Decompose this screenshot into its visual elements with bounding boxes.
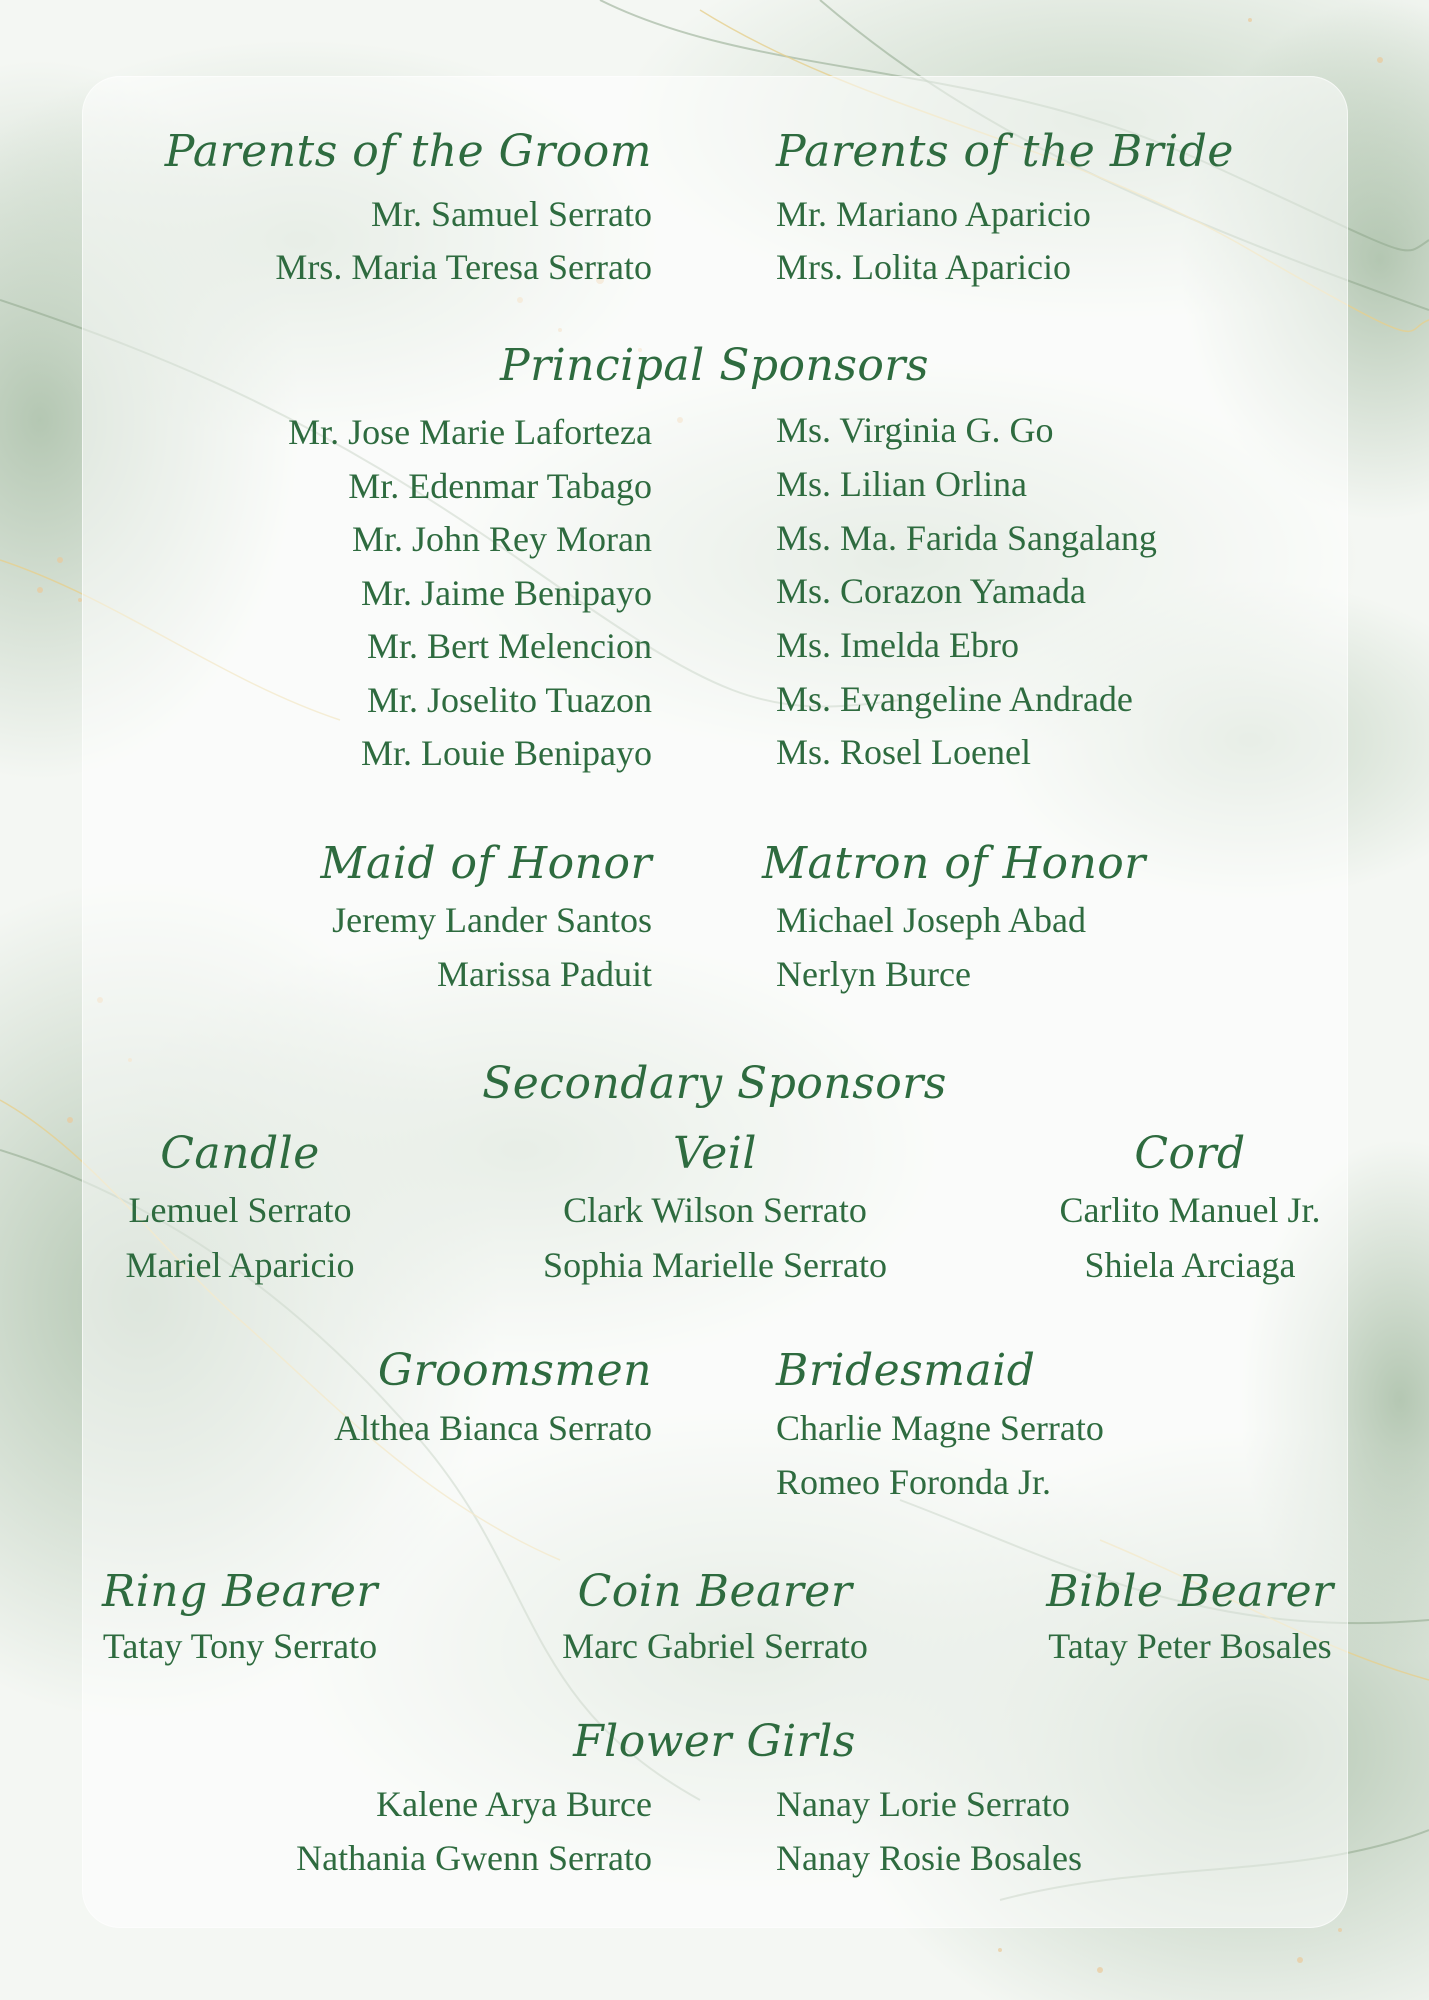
candle-sponsor-2: Mariel Aparicio [125, 1245, 355, 1285]
coin-bearer-heading: Coin Bearer [577, 1566, 853, 1617]
bible-bearer-name: Tatay Peter Bosales [1048, 1626, 1332, 1666]
principal-left-6: Mr. Joselito Tuazon [366, 680, 652, 720]
principal-right-7: Ms. Rosel Loenel [776, 732, 1031, 772]
principal-right-3: Ms. Ma. Farida Sangalang [776, 518, 1157, 558]
groom-parent-2: Mrs. Maria Teresa Serrato [275, 247, 652, 287]
bridesmaid-1: Charlie Magne Serrato [776, 1408, 1104, 1448]
cord-sponsor-2: Shiela Arciaga [1084, 1245, 1296, 1285]
principal-right-1: Ms. Virginia G. Go [776, 410, 1054, 450]
flower-girl-left-2: Nathania Gwenn Serrato [296, 1838, 652, 1878]
candle-sponsor-1: Lemuel Serrato [128, 1190, 352, 1230]
principal-right-2: Ms. Lilian Orlina [776, 464, 1027, 504]
principal-left-5: Mr. Bert Melencion [367, 626, 652, 666]
veil-sponsor-1: Clark Wilson Serrato [563, 1190, 867, 1230]
veil-sponsor-2: Sophia Marielle Serrato [543, 1245, 887, 1285]
candle-heading: Candle [160, 1128, 320, 1179]
maid-of-honor-2: Marissa Paduit [437, 954, 652, 994]
matron-of-honor-2: Nerlyn Burce [776, 954, 971, 994]
cord-heading: Cord [1134, 1128, 1246, 1179]
matron-of-honor-1: Michael Joseph Abad [776, 900, 1086, 940]
principal-left-3: Mr. John Rey Moran [352, 519, 652, 559]
groomsmen-heading: Groomsmen [377, 1345, 652, 1396]
bridesmaid-2: Romeo Foronda Jr. [776, 1462, 1051, 1502]
flower-girl-right-2: Nanay Rosie Bosales [776, 1838, 1082, 1878]
bride-parent-2: Mrs. Lolita Aparicio [776, 247, 1071, 287]
principal-right-6: Ms. Evangeline Andrade [776, 679, 1133, 719]
principal-right-4: Ms. Corazon Yamada [776, 571, 1086, 611]
flower-girls-heading: Flower Girls [573, 1716, 856, 1767]
principal-left-4: Mr. Jaime Benipayo [361, 573, 652, 613]
cord-sponsor-1: Carlito Manuel Jr. [1059, 1190, 1321, 1230]
secondary-sponsors-heading: Secondary Sponsors [482, 1058, 947, 1109]
parents-bride-heading: Parents of the Bride [776, 126, 1234, 177]
bride-parent-1: Mr. Mariano Aparicio [776, 194, 1091, 234]
principal-left-7: Mr. Louie Benipayo [361, 733, 652, 773]
bridesmaid-heading: Bridesmaid [776, 1345, 1036, 1396]
principal-right-5: Ms. Imelda Ebro [776, 625, 1019, 665]
ring-bearer-name: Tatay Tony Serrato [102, 1626, 378, 1666]
parents-groom-heading: Parents of the Groom [164, 126, 652, 177]
groomsman-1: Althea Bianca Serrato [334, 1408, 652, 1448]
coin-bearer-name: Marc Gabriel Serrato [562, 1626, 868, 1666]
maid-of-honor-1: Jeremy Lander Santos [332, 900, 652, 940]
ring-bearer-heading: Ring Bearer [102, 1566, 378, 1617]
flower-girl-left-1: Kalene Arya Burce [376, 1784, 652, 1824]
principal-sponsors-heading: Principal Sponsors [499, 340, 930, 391]
groom-parent-1: Mr. Samuel Serrato [371, 194, 652, 234]
principal-left-2: Mr. Edenmar Tabago [348, 466, 652, 506]
matron-of-honor-heading: Matron of Honor [762, 838, 1146, 889]
maid-of-honor-heading: Maid of Honor [320, 838, 652, 889]
bible-bearer-heading: Bible Bearer [1046, 1566, 1334, 1617]
veil-heading: Veil [673, 1128, 757, 1179]
flower-girl-right-1: Nanay Lorie Serrato [776, 1784, 1070, 1824]
principal-left-1: Mr. Jose Marie Laforteza [288, 412, 652, 452]
